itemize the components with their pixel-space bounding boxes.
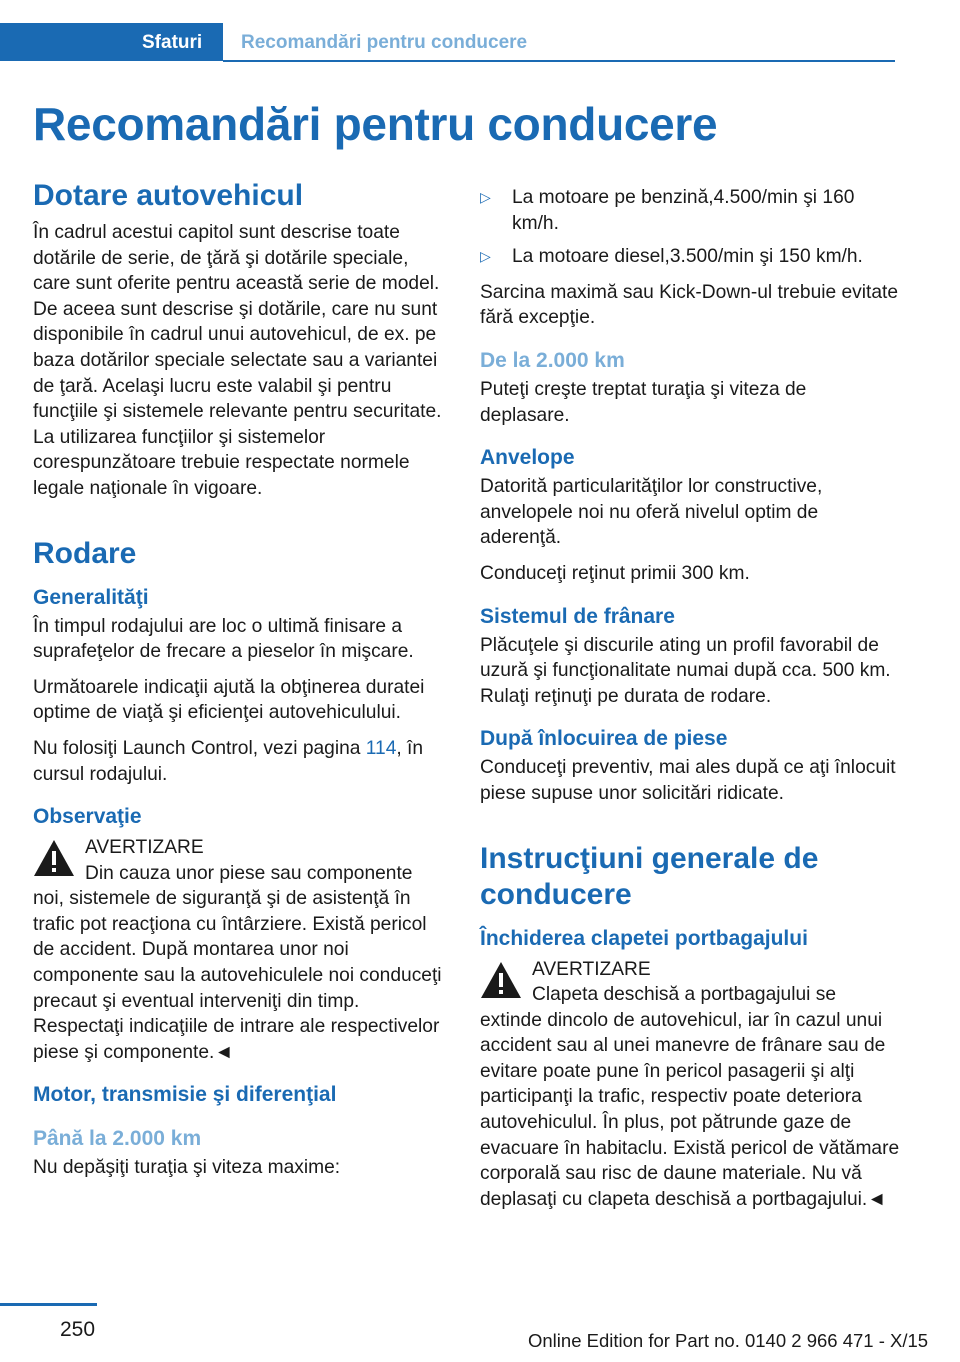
- bullet-triangle-icon: ▷: [480, 189, 491, 205]
- dotare-paragraph: În cadrul acestui capitol sunt descrise toate dotările de serie, de ţără şi dotările speciale, care sunt oferite pentru această serie de model. De aceea sunt descrise şi dotările, care nu sunt disponibile în cadrul unui autovehicul, de ex. pe baza dotărilor speciale selectate sau a variantei de ţară. Acelaşi lucru este valabil şi pentru funcţiile şi sistemele relevante pentru securitate. La utilizarea funcţiilor şi sistemelor corespunzătoare trebuie respectate normele legale naţionale în vigoare.: [33, 222, 442, 499]
- header-divider: [223, 60, 895, 62]
- warning-box: [33, 835, 448, 1065]
- warning-text: Din cauza unor piese sau componente noi, sistemele de siguranţă şi de asistenţă în trafic pot reacţiona cu întârziere. Există pericol de accident. După montarea unor noi componente sau la autovehiculele noi conduceţi precaut şi eventual interveniţi din timp. Respectaţi indicaţiile de intrare ale respectivelor piese şi componente.◄: [33, 862, 442, 1063]
- anvelope-paragraph-2: Conduceţi reţinut primii 300 km.: [480, 562, 750, 584]
- bullet-triangle-icon: ▷: [480, 248, 491, 265]
- motor-heading: Motor, transmisie şi diferenţial: [33, 1083, 337, 1107]
- instructiuni-heading: Instrucţiuni generale de conducere: [480, 841, 819, 911]
- dupa-paragraph: Conduceţi preventiv, mai ales după ce aţi înlocuit piese supuse unor solicitări ridicate.: [480, 757, 896, 804]
- section-tab[interactable]: Sfaturi: [0, 23, 223, 61]
- generalitati-paragraph-1: În timpul rodajului are loc o ultimă finisare a suprafeţelor de frecare a pieselor în mişcare.: [33, 615, 414, 663]
- warning-triangle-icon: [480, 961, 522, 999]
- pana-heading: Până la 2.000 km: [33, 1127, 202, 1151]
- sarcina-paragraph: Sarcina maximă sau Kick-Down-ul trebuie evitate fără excepţie.: [480, 281, 899, 329]
- edition-text: Online Edition for Part no. 0140 2 966 471 - X/15: [528, 1330, 929, 1351]
- observatie-heading: Observaţie: [33, 805, 142, 829]
- speed-list: [480, 185, 900, 270]
- frana-paragraph: Plăcuţele şi discurile ating un profil favorabil de uzură şi funcţionalitate numai după cca. 500 km. Rulaţi reţinuţi pe durata de rodare.: [480, 634, 891, 707]
- generalitati-paragraph-2: Următoarele indicaţii ajută la obţinerea duratei optime de viaţă şi eficienţei autovehiculului.: [33, 676, 425, 724]
- dela-paragraph: Puteţi creşte treptat turaţia şi viteza de deplasare.: [480, 378, 807, 426]
- warning-title: AVERTIZARE: [532, 958, 651, 980]
- rodare-heading: Rodare: [33, 536, 137, 570]
- dotare-heading: Dotare autovehicul: [33, 179, 304, 212]
- frana-heading: Sistemul de frânare: [480, 604, 675, 628]
- left-column: [33, 178, 448, 1191]
- dela-heading: De la 2.000 km: [480, 348, 625, 372]
- breadcrumb[interactable]: Recomandări pentru conducere: [241, 32, 528, 53]
- page-title: Recomandări pentru conducere: [33, 98, 718, 150]
- generalitati-paragraph-3: [33, 736, 448, 787]
- generalitati-heading: Generalităţi: [33, 585, 149, 609]
- list-item: ▷ La motoare diesel,3.500/min şi 150 km/h.: [480, 244, 900, 270]
- page-link-114[interactable]: 114: [365, 737, 397, 759]
- footer-divider: [0, 1303, 97, 1306]
- launch-control-text: Nu folosiţi Launch Control, vezi pagina: [33, 737, 366, 759]
- warning-triangle-icon: [33, 839, 75, 877]
- pana-paragraph: Nu depăşiţi turaţia şi viteza maxime:: [33, 1157, 341, 1179]
- page-number: 250: [60, 1318, 96, 1341]
- dupa-heading: După înlocuirea de piese: [480, 727, 728, 751]
- page-header: [0, 23, 895, 61]
- list-item: ▷ La motoare pe benzină,4.500/min şi 160 km/h.: [480, 187, 855, 234]
- warning-box: [480, 957, 900, 1213]
- inchiderea-heading: Închiderea clapetei portbagajului: [480, 926, 808, 950]
- warning-text: Clapeta deschisă a portbagajului se extinde dincolo de autovehicul, iar în cazul unui accident sau al unei manevre de frânare sau de evitare poate pune în pericol pasagerii şi alţi participanţi la trafic, respectiv poate deteriora autovehiculul. În plus, pot pătrunde gaze de evacuare în habitaclu. Există pericol de vătămare corporală sau risc de daune materiale. Nu vă deplasaţi cu clapeta deschisă a portbagajului.◄: [480, 984, 900, 1210]
- launch-control-text-end: , în cursul rodajului.: [33, 737, 424, 785]
- right-column: [480, 185, 900, 1226]
- anvelope-paragraph-1: Datorită particularităţilor lor constructive, anvelopele noi nu oferă nivelul optim de aderenţă.: [480, 476, 823, 549]
- anvelope-heading: Anvelope: [480, 446, 575, 470]
- warning-title: AVERTIZARE: [85, 837, 204, 859]
